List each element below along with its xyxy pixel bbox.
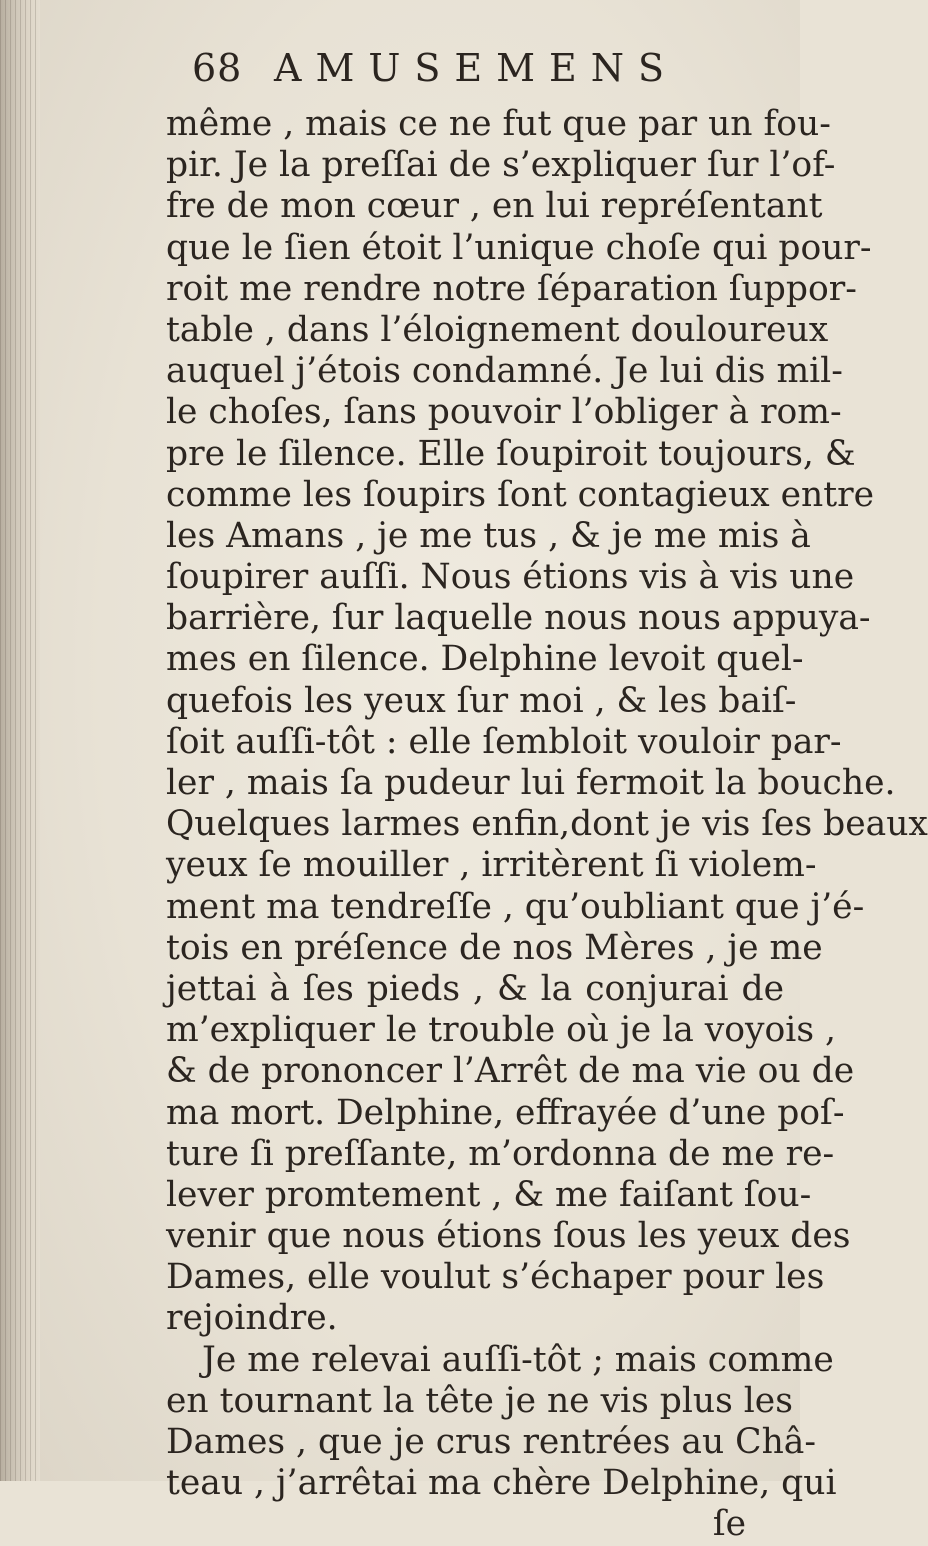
text-line: teau , j’arrêtai ma chère Delphine, qui [166,1463,837,1504]
text-line: Quelques larmes enfin,dont je vis ſes beaux [166,804,928,845]
running-title: AMUSEMENS [274,46,679,90]
page-number: 68 [192,46,243,90]
page-edges [0,0,40,1481]
text-line: ment ma tendreſſe , qu’oubliant que j’é- [166,886,865,927]
text-line: ler , mais ſa pudeur lui fermoit la bouche. [166,763,896,803]
text-line: venir que nous étions ſous les yeux des [166,1216,851,1257]
text-line: ſoit auſſi-tôt : elle ſembloit vouloir par- [166,721,842,762]
text-line: m’expliquer le trouble où je la voyois , [166,1010,836,1051]
text-line: jettai à ſes pieds , & la conjurai de [166,968,784,1009]
text-line: en tournant la tête je ne vis plus les [166,1380,793,1421]
text-line: fre de mon cœur , en lui repréſentant [166,186,823,227]
body-text [166,104,928,1546]
text-line: tois en préſence de nos Mères , je me [166,927,823,968]
text-line: auquel j’étois condamné. Je lui dis mil- [166,351,843,392]
text-line: les Amans , je me tus , & je me mis à [166,515,811,556]
text-line: même , mais ce ne fut que par un fou- [166,104,831,144]
text-line: pre le ſilence. Elle ſoupiroit toujours, & [166,433,856,474]
text-line: & de prononcer l’Arrêt de ma vie ou de [166,1051,855,1092]
text-line: ture ſi preſſante, m’ordonna de me re- [166,1133,835,1174]
running-head [192,46,752,90]
text-line: yeux ſe mouiller , irritèrent ſi violem- [166,845,817,886]
text-line: Dames, elle voulut s’échaper pour les [166,1257,825,1298]
text-line: roit me rendre notre ſéparation ſuppor- [166,268,857,309]
text-line: lever promtement , & me faiſant ſou- [166,1174,812,1215]
text-line: que le ſien étoit l’unique choſe qui pour- [166,227,872,268]
text-line: ma mort. Delphine, effrayée d’une poſ- [166,1092,845,1133]
catchword: ſe [712,1504,746,1545]
text-line: table , dans l’éloignement douloureux [166,309,829,350]
text-line: pir. Je la preſſai de s’expliquer ſur l’of- [166,145,836,186]
text-line: le choſes, ſans pouvoir l’obliger à rom- [166,392,842,433]
text-line: barrière, ſur laquelle nous nous appuya- [166,598,871,639]
text-line: ſoupirer auſſi. Nous étions vis à vis une [166,557,855,598]
text-line: quefois les yeux ſur moi , & les baiſ- [166,680,797,721]
text-line: comme les ſoupirs ſont contagieux entre [166,474,874,515]
text-line: rejoindre. [166,1298,338,1339]
text-line: mes en ſilence. Delphine levoit quel- [166,639,804,680]
text-line: Dames , que je crus rentrées au Châ- [166,1422,817,1462]
text-line: Je me relevai auſſi-tôt ; mais comme [202,1339,834,1380]
